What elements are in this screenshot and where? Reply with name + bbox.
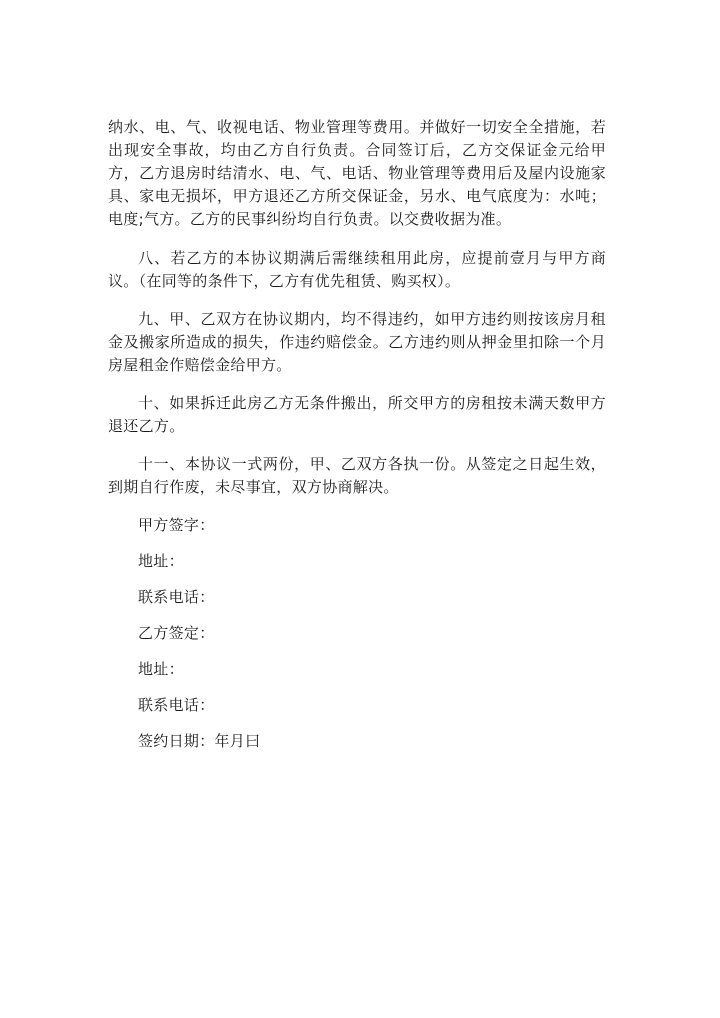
- party-b-address-field: 地址：: [138, 660, 184, 678]
- clause-paragraph-continued: 纳水、电、气、收视电话、物业管理等费用。并做好一切安全全措施，若出现安全事故，均由乙方自行负责。合同签订后，乙方交保证金元给甲方，乙方退房时结清水、电、气、电话、物业管理等费用后及屋内设施家具、家电无损坏，甲方退还乙方所交保证金，另水、电气底度为：水吨；电度;气方。乙方的民事纠纷均自行负责。以交费收据为准。: [108, 118, 606, 228]
- clause-8-paragraph: 八、若乙方的本协议期满后需继续租用此房，应提前壹月与甲方商议。（在同等的条件下，乙方有优先租赁、购买权）。: [108, 249, 606, 290]
- clause-9-paragraph: 九、甲、乙双方在协议期内，均不得违约，如甲方违约则按该房月租金及搬家所造成的损失，作违约赔偿金。乙方违约则从押金里扣除一个月房屋租金作赔偿金给甲方。: [108, 310, 606, 374]
- clause-11-paragraph: 十一、本协议一式两份，甲、乙双方各执一份。从签定之日起生效，到期自行作废，未尽事宜，双方协商解决。: [108, 455, 606, 496]
- sign-date-field: 签约日期：年月曰: [138, 732, 261, 750]
- party-a-phone-field: 联系电话：: [138, 588, 215, 606]
- clause-10-paragraph: 十、如果拆迁此房乙方无条件搬出，所交甲方的房租按未满天数甲方退还乙方。: [108, 394, 606, 435]
- party-a-address-field: 地址：: [138, 552, 184, 570]
- party-b-phone-field: 联系电话：: [138, 696, 215, 714]
- document-body: [108, 116, 606, 766]
- signature-block: [108, 514, 606, 766]
- party-b-signature-field: 乙方签定：: [138, 624, 215, 642]
- party-a-signature-field: 甲方签字：: [138, 516, 215, 534]
